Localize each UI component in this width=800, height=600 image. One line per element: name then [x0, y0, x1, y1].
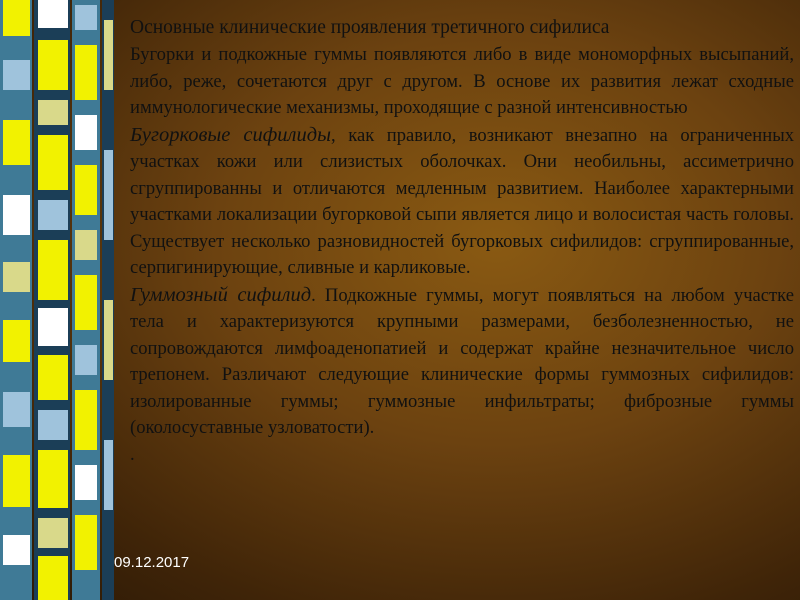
tubercular-heading: Бугорковые сифилиды — [130, 123, 331, 146]
tubercular-text: , как правило, возникают внезапно на ограниченных участках кожи или слизистых оболочках. Они необильны, ассиметрично сгруппированны и отличаются медленным развитием. Наиболее характерными участками локализации бугорковой сыпи является лицо и волосистая часть головы. Существует несколько разновидностей бугорковых сифилидов: сгруппированные, серпигинирующие, сливные и карликовые. — [130, 124, 794, 278]
slide-date: 09.12.2017 — [114, 554, 190, 571]
intro-paragraph: Бугорки и подкожные гуммы появляются либо в виде мономорфных высыпаний, либо, реже, сочетаются друг с другом. В основе их развития лежат сходные иммунологические механизмы, проходящие с разной интенсивностью — [130, 44, 794, 118]
trailing-dot: . — [130, 443, 135, 465]
gummatous-paragraph — [130, 282, 794, 442]
slide-title: Основные клинические проявления третичного сифилиса — [130, 17, 610, 38]
slide-content — [130, 14, 794, 468]
tubercular-paragraph — [130, 122, 794, 282]
gummatous-text: . Подкожные гуммы, могут появляться на любом участке тела и характеризуются крупными размерами, безболезненностью, не сопровождаются лимфоаденопатией и содержат крайне незначительное число трепонем. Различают следующие клинические формы гуммозных сифилидов: изолированные гуммы; гуммозные инфильтраты; фиброзные гуммы (околосуставные узловатости). — [130, 284, 794, 438]
gummatous-heading: Гуммозный сифилид — [130, 283, 312, 306]
